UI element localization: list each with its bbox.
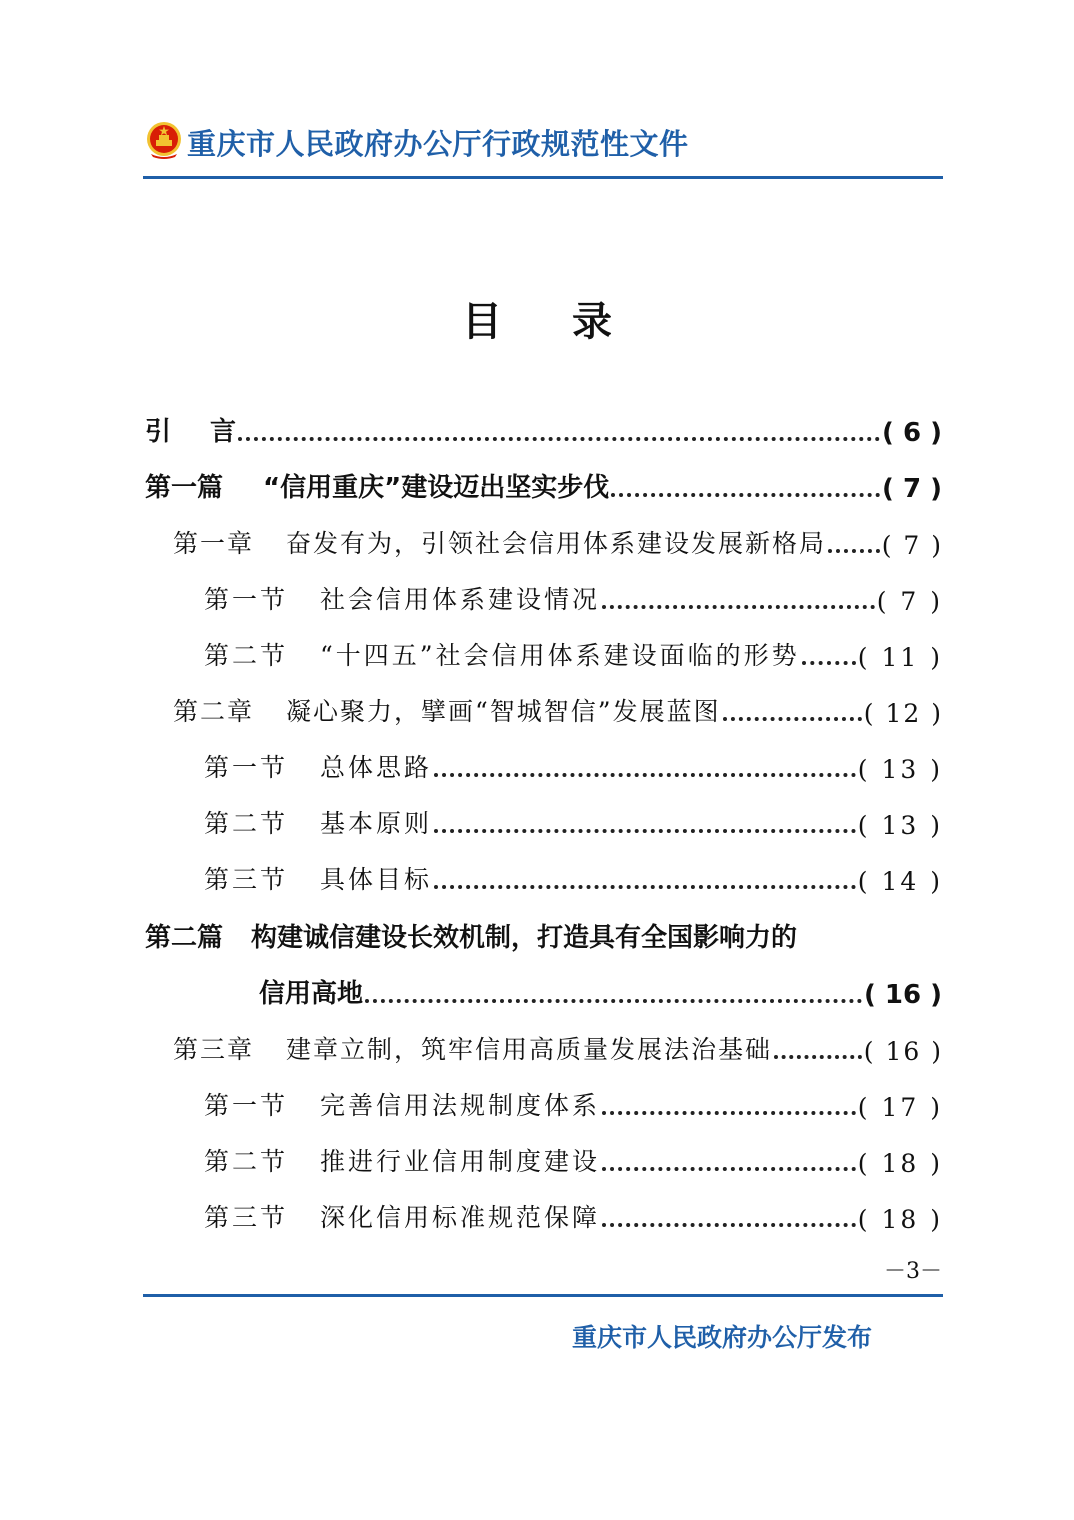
dot-leader [602,595,875,609]
toc-entry-label: 第一篇 “信用重庆”建设迈出坚实步伐 [145,473,610,503]
dot-leader [434,875,856,889]
toc-page-number: ( 14 ) [857,867,943,896]
toc-entry-section[interactable] [204,800,943,840]
dot-leader [828,539,880,553]
toc-page-number: ( 18 ) [857,1149,943,1178]
dot-leader [602,1213,856,1227]
toc-entry-label: 第二节 “十四五”社会信用体系建设面临的形势 [204,641,800,670]
toc-page-number: ( 7 ) [881,531,943,560]
footer-divider [143,1294,943,1297]
toc-entry-label: 第三节 具体目标 [204,865,433,894]
toc-entry-section[interactable] [204,632,943,672]
toc-entry-label: 第一节 完善信用法规制度体系 [204,1091,601,1120]
dot-leader [365,989,862,1003]
toc-entry-label: 第一节 总体思路 [204,753,433,782]
toc-entry-section[interactable] [204,576,943,616]
header-title: 重庆市人民政府办公厅行政规范性文件 [187,127,689,161]
toc-page-number: ( 12 ) [863,699,943,728]
toc-page-number: ( 13 ) [857,811,943,840]
toc-entry-part-1[interactable] [145,464,942,504]
toc-entry-part-2-continued[interactable] [259,970,942,1010]
toc-page-number: ( 13 ) [857,755,943,784]
toc-entry-label: 第二章 凝心聚力，擘画“智城智信”发展蓝图 [173,697,721,726]
header-divider [143,176,943,179]
dot-leader [602,1157,856,1171]
toc-entry-label: 信用高地 [259,979,364,1009]
toc-entry-label: 第二篇 构建诚信建设长效机制，打造具有全国影响力的 [145,923,798,953]
toc-entry-section[interactable] [204,1138,943,1178]
dot-leader [802,651,856,665]
toc-entry-label: 第一章 奋发有为，引领社会信用体系建设发展新格局 [173,529,827,558]
toc-entry-label: 第二节 推进行业信用制度建设 [204,1147,601,1176]
toc-entry-section[interactable] [204,744,943,784]
toc-entry-label: 第三节 深化信用标准规范保障 [204,1203,601,1232]
toc-page-number: ( 11 ) [857,643,943,672]
toc-entry-label: 第一节 社会信用体系建设情况 [204,585,601,614]
toc-entry-chapter-2[interactable] [173,688,943,728]
toc-entry-chapter-1[interactable] [173,520,943,560]
toc-entry-chapter-3[interactable] [173,1026,943,1066]
document-header [145,118,945,164]
dot-leader [611,483,880,497]
toc-page-number: ( 18 ) [857,1205,943,1234]
toc-entry-section[interactable] [204,856,943,896]
toc-entry-intro[interactable] [145,408,942,448]
dot-leader [602,1101,856,1115]
toc-title: 目录 [462,298,682,345]
toc-page-number: ( 6 ) [882,418,942,448]
toc-entry-section[interactable] [204,1082,943,1122]
toc-entry-label: 第二节 基本原则 [204,809,433,838]
toc-entry-section[interactable] [204,1194,943,1234]
toc-page-number: ( 7 ) [882,474,942,504]
national-emblem-icon [145,120,183,160]
toc-page-number: ( 17 ) [857,1093,943,1122]
dot-leader [723,707,862,721]
dot-leader [238,427,880,441]
page-number: －3－ [884,1259,942,1284]
toc-entry-part-2[interactable] [145,914,942,954]
dot-leader [774,1045,862,1059]
toc-page-number: ( 16 ) [863,1037,943,1066]
toc-entry-label: 引 言 [145,417,237,447]
dot-leader [434,819,856,833]
toc-page-number: ( 7 ) [876,587,943,616]
toc-page-number: ( 16 ) [863,980,942,1010]
dot-leader [434,763,856,777]
toc-entry-label: 第三章 建章立制，筑牢信用高质量发展法治基础 [173,1035,773,1064]
footer-publisher: 重庆市人民政府办公厅发布 [572,1323,873,1352]
